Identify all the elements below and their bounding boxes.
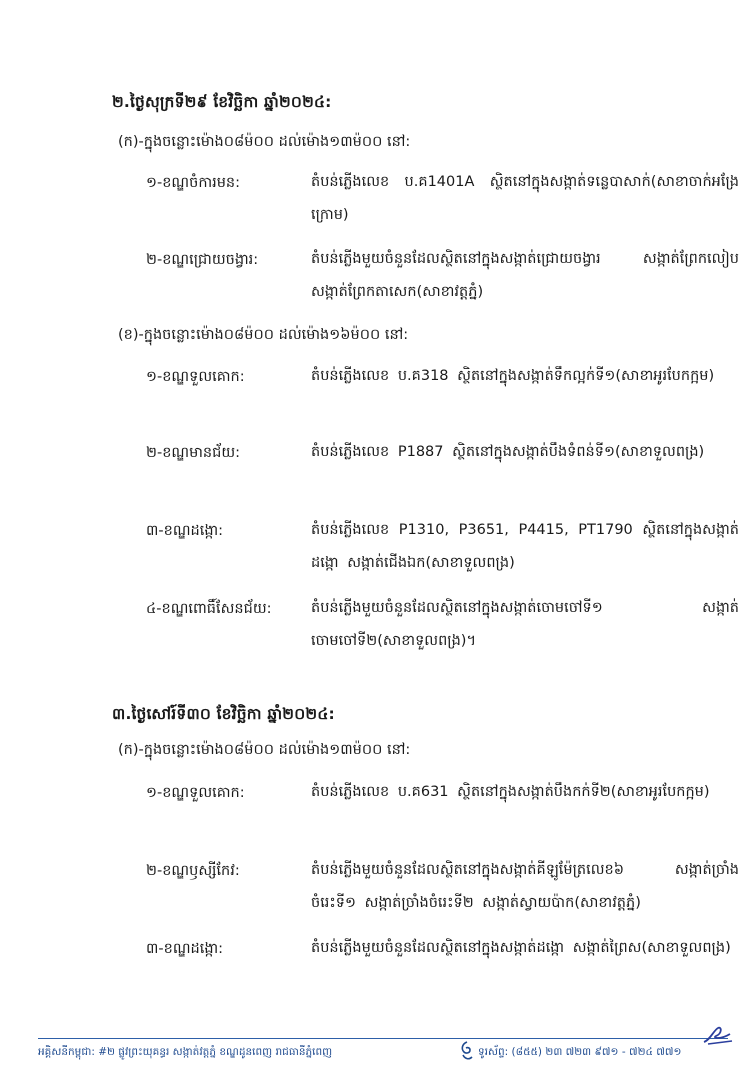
- footer-address: អគ្គិសនីកម្ពុជា: #២ ផ្លូវព្រះយុគន្ធរ សង្កាត់វត្តភ្នំ ខណ្ឌដូនពេញ រាជធានីភ្នំពេញ: [38, 1046, 333, 1058]
- entry-label-chamkarmon: ១-ខណ្ឌចំការមន:: [146, 175, 241, 191]
- phone-logo-icon: [458, 1040, 476, 1062]
- period-heading-a-8am-1pm-day-30: (ក)-ក្នុងចន្លោះម៉ោង០៨ម៉០០ ដល់ម៉ោង១៣ម៉០០ នៅ:: [118, 742, 411, 758]
- footer-phone: ទូរស័ព្ទ: (៨៥៥) ២៣ ៧២៣ ៩៧១ - ៧២៤ ៧៧១: [478, 1046, 682, 1058]
- entry-desc-russey-keo: តំបន់ភ្លើងមួយចំនួនដែលស្ថិតនៅក្នុងសង្កាត់គីឡូម៉ែត្រលេខ៦ សង្កាត់ច្រាំងចំរេះទី១ សង្កាត់ច្រាំងចំរេះទី២ សង្កាត់ស្វាយប៉ាក(សាខាវត្តភ្នំ): [311, 862, 739, 911]
- entry-label-tuol-kouk-day-30: ១-ខណ្ឌទួលគោក:: [146, 785, 245, 801]
- entry-desc-tuol-kouk: តំបន់ភ្លើងលេខ ប.គ318 ស្ថិតនៅក្នុងសង្កាត់ទឹកល្អក់ទី១(សាខាអូរបែកក្អម): [311, 368, 715, 384]
- entry-desc-tuol-kouk-day-30: តំបន់ភ្លើងលេខ ប.គ631 ស្ថិតនៅក្នុងសង្កាត់បឹងកក់ទី២(សាខាអូរបែកក្អម): [311, 784, 710, 800]
- entry-desc-chamkarmon: តំបន់ភ្លើងលេខ ប.គ1401A ស្ថិតនៅក្នុងសង្កាត់ទន្លេបាសាក់(សាខាចាក់អង្រែក្រោម): [311, 174, 739, 223]
- period-heading-b-8am-4pm: (ខ)-ក្នុងចន្លោះម៉ោង០៨ម៉០០ ដល់ម៉ោង១៦ម៉០០ នៅ:: [118, 327, 409, 343]
- entry-label-mean-chey: ២-ខណ្ឌមានជ័យ:: [146, 445, 241, 461]
- initials-signature-icon: [700, 1022, 734, 1048]
- entry-desc-chroy-changvar: តំបន់ភ្លើងមួយចំនួនដែលស្ថិតនៅក្នុងសង្កាត់ជ្រោយចង្វារ សង្កាត់ព្រែកលៀប សង្កាត់ព្រែកតាសេក(សាខាវត្តភ្នំ): [311, 251, 739, 300]
- entry-desc-mean-chey: តំបន់ភ្លើងលេខ P1887 ស្ថិតនៅក្នុងសង្កាត់បឹងទំពន់ទី១(សាខាទួលពង្រ): [311, 444, 705, 460]
- entry-label-dangkao: ៣-ខណ្ឌដង្កោ:: [146, 523, 224, 539]
- footer-divider: [38, 1038, 728, 1039]
- entry-label-russey-keo: ២-ខណ្ឌឫស្សីកែវ:: [146, 863, 240, 879]
- entry-label-dangkao-day-30: ៣-ខណ្ឌដង្កោ:: [146, 941, 224, 957]
- period-heading-a-8am-1pm: (ក)-ក្នុងចន្លោះម៉ោង០៨ម៉០០ ដល់ម៉ោង១៣ម៉០០ នៅ:: [118, 134, 411, 150]
- entry-desc-dangkao: តំបន់ភ្លើងលេខ P1310, P3651, P4415, PT1790 ស្ថិតនៅក្នុងសង្កាត់ដង្កោ សង្កាត់ជើងឯក(សាខាទួលពង្រ): [311, 522, 739, 571]
- section-heading-day-29: ២.ថ្ងៃសុក្រទី២៩ ខែវិច្ឆិកា ឆ្នាំ២០២៤:: [112, 93, 332, 111]
- entry-desc-dangkao-day-30: តំបន់ភ្លើងមួយចំនួនដែលស្ថិតនៅក្នុងសង្កាត់ដង្កោ សង្កាត់ព្រៃស(សាខាទួលពង្រ): [311, 940, 731, 956]
- entry-desc-pur-senchey: តំបន់ភ្លើងមួយចំនួនដែលស្ថិតនៅក្នុងសង្កាត់ចោមចៅទី១ សង្កាត់ចោមចៅទី២(សាខាទួលពង្រ)។: [311, 600, 739, 649]
- section-heading-day-30: ៣.ថ្ងៃសៅរ៍ទី៣០ ខែវិច្ឆិកា ឆ្នាំ២០២៤:: [112, 705, 335, 723]
- entry-label-chroy-changvar: ២-ខណ្ឌជ្រោយចង្វារ:: [146, 252, 259, 268]
- entry-label-pur-senchey: ៤-ខណ្ឌពោធិ៍សែនជ័យ:: [146, 601, 272, 617]
- entry-label-tuol-kouk: ១-ខណ្ឌទួលគោក:: [146, 369, 245, 385]
